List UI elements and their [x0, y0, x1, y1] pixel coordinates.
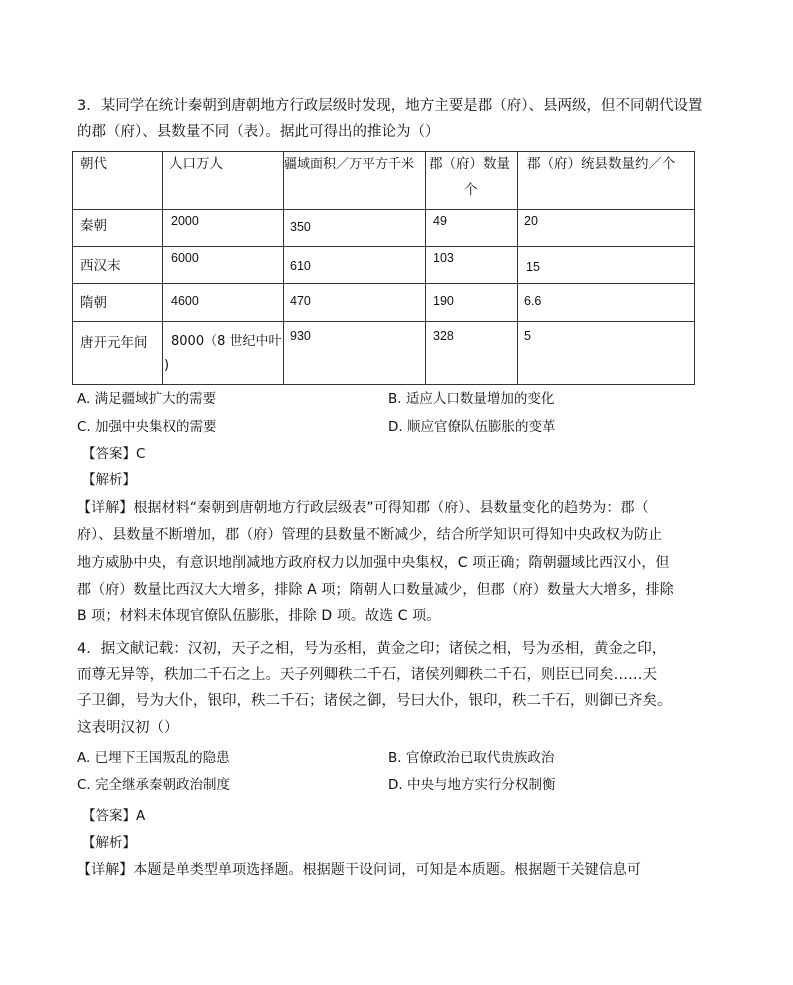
q4-option-c[interactable]: C. 完全继承秦朝政治制度 [77, 777, 231, 793]
cell-dynasty: 西汉末 [80, 258, 121, 274]
q4-option-d[interactable]: D. 中央与地方实行分权制衡 [388, 777, 556, 793]
q4-option-b[interactable]: B. 官僚政治已取代贵族政治 [388, 750, 555, 766]
table-cell [284, 284, 426, 322]
q3-detail-line: 地方威胁中央，有意识地削减地方政府权力以加强中央集权，C 项正确；隋朝疆域比西汉小，但 [77, 555, 670, 571]
table-cell [426, 210, 518, 247]
table-cell [284, 322, 426, 385]
header-cell [284, 152, 426, 210]
cell-prefecture-count: 328 [433, 329, 454, 343]
cell-prefecture-count: 49 [433, 214, 447, 228]
cell-population: 6000 [171, 251, 199, 265]
q4-stem-line: 4．据文献记载：汉初，天子之相，号为丞相，黄金之印；诸侯之相，号为丞相，黄金之印， [77, 641, 667, 657]
cell-territory: 610 [290, 259, 311, 273]
table-cell [518, 322, 695, 385]
header-prefecture-unit: 个 [464, 182, 478, 198]
cell-territory: 470 [290, 294, 311, 308]
q4-stem-line: 而尊无异等，秩加二千石之上。天子列卿秩二千石，诸侯列卿秩二千石，则臣已同矣……天 [77, 667, 657, 683]
q3-option-c[interactable]: C. 加强中央集权的需要 [77, 419, 217, 435]
cell-prefecture-count: 103 [433, 251, 454, 265]
table-cell [73, 247, 163, 284]
table-cell [518, 284, 695, 322]
q3-answer: 【答案】C [82, 446, 146, 462]
q3-data-table [72, 151, 695, 385]
q4-analysis-label: 【解析】 [82, 835, 136, 851]
table-cell [73, 210, 163, 247]
cell-dynasty: 唐开元年间 [80, 335, 148, 351]
header-cell [426, 152, 518, 210]
table-cell [163, 210, 284, 247]
cell-dynasty: 隋朝 [80, 295, 107, 311]
q3-stem-line-2: 的郡（府）、县数量不同（表）。据此可得出的推论为（） [77, 124, 440, 140]
q3-stem-line-1: 3．某同学在统计秦朝到唐朝地方行政层级时发现，地方主要是郡（府）、县两级，但不同朝代设置 [77, 98, 703, 114]
cell-counties-per-prefecture: 15 [526, 260, 540, 274]
q4-answer: 【答案】A [82, 808, 146, 824]
q3-detail-line: B 项；材料未体现官僚队伍膨胀，排除 D 项。故选 C 项。 [77, 608, 441, 624]
table-cell [284, 210, 426, 247]
table-header-row [73, 152, 695, 210]
table-cell [163, 247, 284, 284]
header-territory: 疆域面积／万平方千米 [284, 157, 415, 172]
table-cell [284, 247, 426, 284]
table-row [73, 322, 695, 385]
cell-territory: 350 [290, 220, 311, 234]
q4-detail-line: 【详解】本题是单类型单项选择题。根据题干设问词，可知是本质题。根据题干关键信息可 [77, 862, 641, 878]
q3-detail-line: 【详解】根据材料“秦朝到唐朝地方行政层级表”可得知郡（府）、县数量变化的趋势为：郡（ [77, 500, 649, 516]
cell-counties-per-prefecture: 6.6 [524, 294, 542, 308]
cell-prefecture-count: 190 [433, 294, 454, 308]
header-dynasty: 朝代 [80, 156, 107, 172]
cell-counties-per-prefecture: 5 [524, 329, 531, 343]
q3-option-d[interactable]: D. 顺应官僚队伍膨胀的变革 [388, 419, 556, 435]
table-row [73, 247, 695, 284]
table-cell [426, 322, 518, 385]
q3-analysis-label: 【解析】 [82, 472, 136, 488]
table-cell [73, 322, 163, 385]
cell-dynasty: 秦朝 [80, 218, 107, 234]
cell-territory: 930 [290, 329, 311, 343]
table-row [73, 210, 695, 247]
cell-population: 2000 [171, 214, 199, 228]
q4-option-a[interactable]: A. 已埋下王国叛乱的隐患 [77, 750, 230, 766]
cell-counties-per-prefecture: 20 [524, 214, 538, 228]
table-cell [518, 247, 695, 284]
q3-option-b[interactable]: B. 适应人口数量增加的变化 [388, 391, 555, 407]
q3-option-a[interactable]: A. 满足疆域扩大的需要 [77, 391, 217, 407]
table-cell [518, 210, 695, 247]
q3-detail-line: 郡（府）数量比西汉大大增多，排除 A 项；隋朝人口数量减少，但郡（府）数量大大增多，排除 [77, 582, 674, 598]
table-cell [426, 284, 518, 322]
q4-stem-line: 这表明汉初（） [77, 720, 179, 736]
table-row [73, 284, 695, 322]
q4-stem-line: 子卫御，号为大仆，银印，秩二千石；诸侯之御，号曰大仆，银印，秩二千石，则御已齐矣。 [77, 693, 672, 709]
q3-detail-line: 府）、县数量不断增加，郡（府）管理的县数量不断减少，结合所学知识可得知中央政权为防止 [77, 527, 663, 543]
header-cell [518, 152, 695, 210]
header-counties-per-prefecture: 郡（府）统县数量约／个 [527, 156, 676, 172]
header-cell [163, 152, 284, 210]
table-cell [163, 284, 284, 322]
cell-population-paren: ) [164, 358, 170, 373]
header-prefecture-count: 郡（府）数量 [429, 156, 510, 172]
header-cell [73, 152, 163, 210]
cell-population: 4600 [171, 294, 199, 308]
header-population: 人口万人 [169, 156, 223, 172]
table-cell [426, 247, 518, 284]
table-cell [73, 284, 163, 322]
cell-population: 8000（8 世纪中叶 [171, 334, 282, 349]
table-cell [163, 322, 284, 385]
